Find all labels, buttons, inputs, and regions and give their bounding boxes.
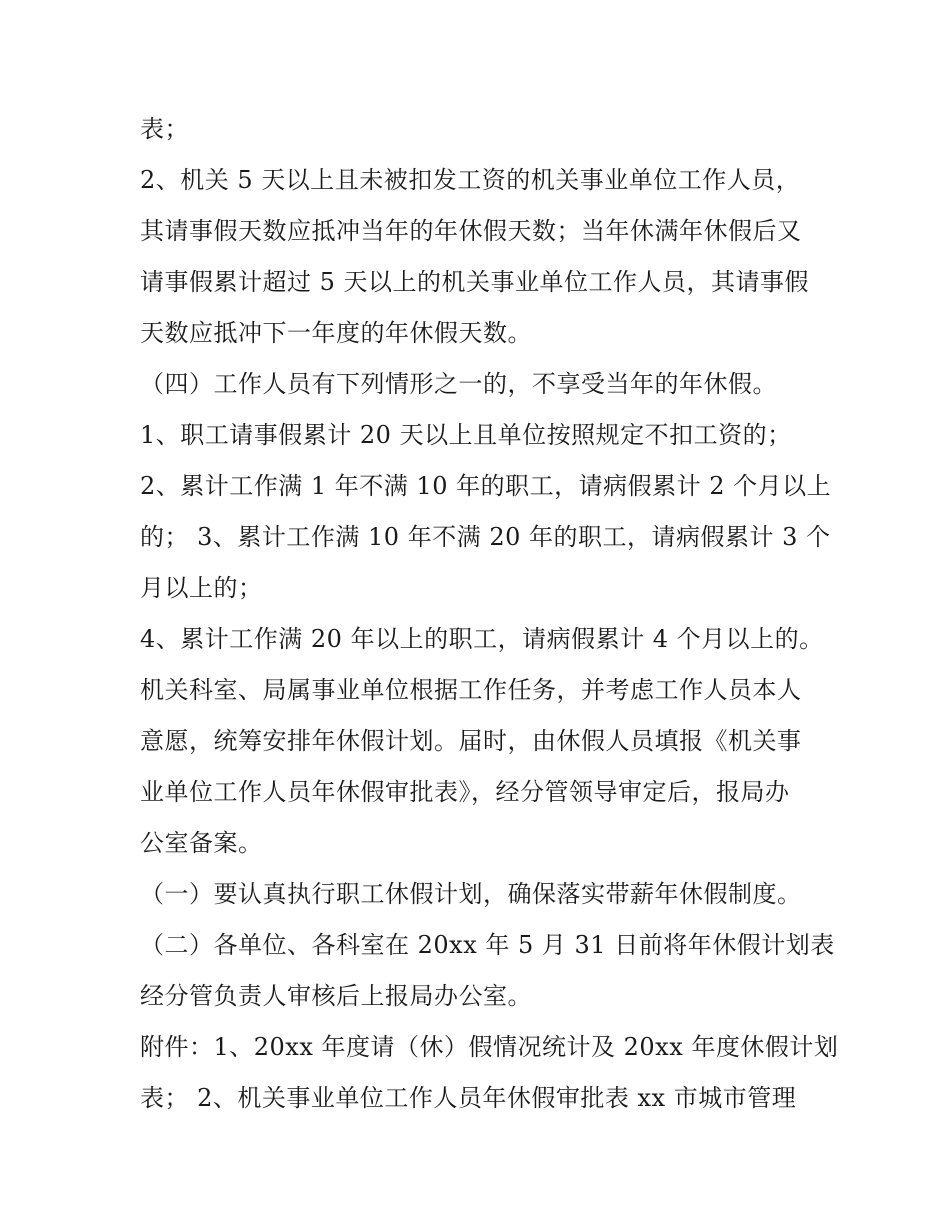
text-line: 表； (140, 115, 189, 143)
text-line: 天数应抵冲下一年度的年休假天数。 (140, 319, 532, 347)
text-line: （四）工作人员有下列情形之一的，不享受当年的年休假。 (140, 370, 777, 398)
text-line: （二）各单位、各科室在 20xx 年 5 月 31 日前将年休假计划表 (140, 931, 835, 959)
text-line: 请事假累计超过 5 天以上的机关事业单位工作人员，其请事假 (140, 268, 810, 296)
text-line: 4、累计工作满 20 年以上的职工，请病假累计 4 个月以上的。 (140, 625, 824, 653)
text-line: （一）要认真执行职工休假计划，确保落实带薪年休假制度。 (140, 880, 802, 908)
text-line: 月以上的； (140, 574, 263, 602)
text-line: 业单位工作人员年休假审批表》，经分管领导审定后，报局办 (140, 778, 790, 806)
text-line: 意愿，统筹安排年休假计划。届时，由休假人员填报《机关事 (140, 727, 802, 755)
text-line: 公室备案。 (140, 829, 263, 857)
text-line: 2、机关 5 天以上且未被扣发工资的机关事业单位工作人员， (140, 166, 801, 194)
text-line: 1、职工请事假累计 20 天以上且单位按照规定不扣工资的； (140, 421, 792, 449)
text-line: 其请事假天数应抵冲当年的年休假天数；当年休满年休假后又 (140, 217, 802, 245)
text-line: 附件：1、20xx 年度请（休）假情况统计及 20xx 年度休假计划 (140, 1033, 839, 1061)
text-line: 表； 2、机关事业单位工作人员年休假审批表 xx 市城市管理 (140, 1084, 797, 1112)
text-line: 机关科室、局属事业单位根据工作任务，并考虑工作人员本人 (140, 676, 802, 704)
text-line: 2、累计工作满 1 年不满 10 年的职工，请病假累计 2 个月以上 (140, 472, 832, 500)
document-body (140, 104, 839, 1124)
text-line: 的； 3、累计工作满 10 年不满 20 年的职工，请病假累计 3 个 (140, 523, 831, 551)
text-line: 经分管负责人审核后上报局办公室。 (140, 982, 532, 1010)
